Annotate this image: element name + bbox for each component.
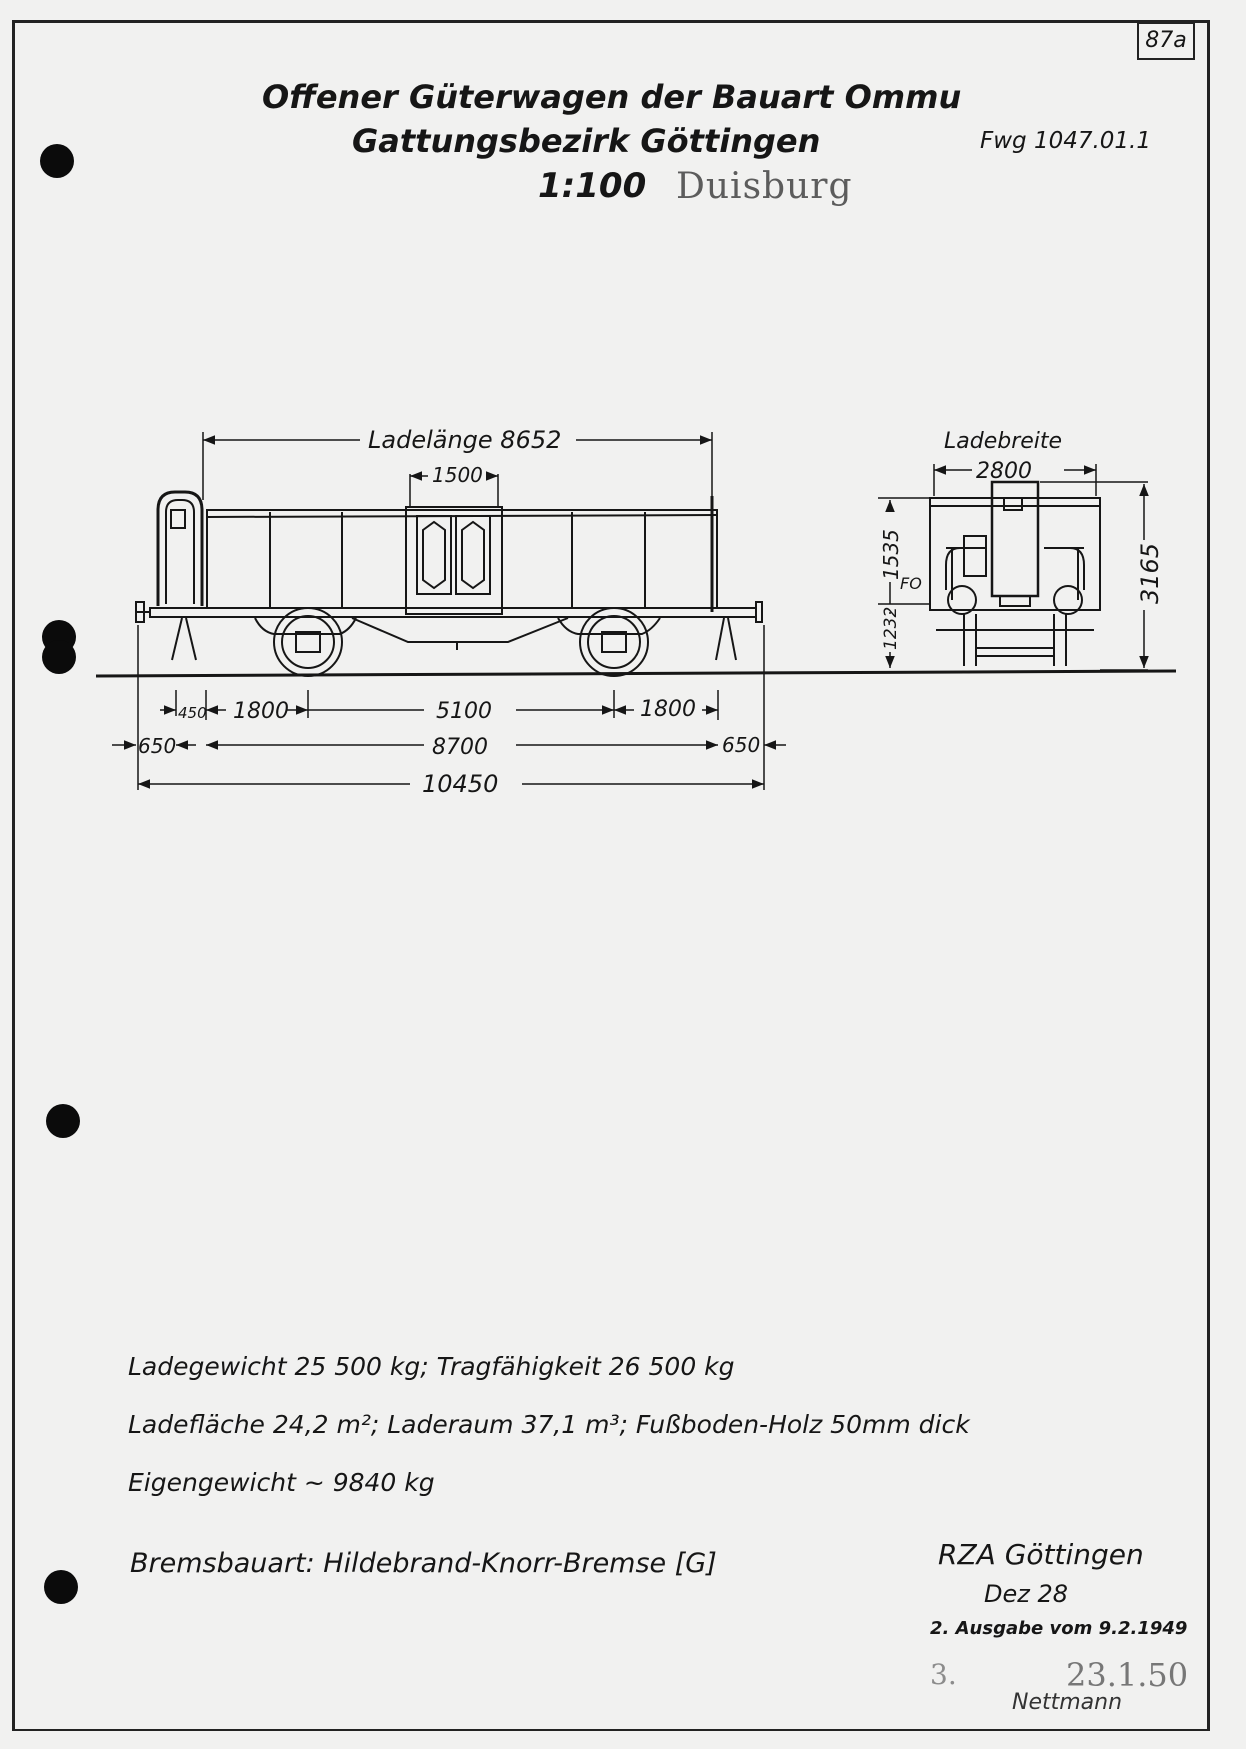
dim-1800-right: 1800 [640,697,696,722]
overall-length-label: 10450 [422,770,499,798]
total-height-label: 3165 [1136,542,1164,604]
edition-3-date: 23.1.50 [1066,1656,1189,1694]
dim-1800-left: 1800 [233,699,289,724]
signature: Nettmann [1012,1690,1123,1715]
title-line-1: Offener Güterwagen der Bauart Ommu [262,78,962,116]
spec-load-weight: Ladegewicht 25 500 kg; Tragfähigkeit 26 500 kg [128,1352,735,1381]
edition-2-note: 2. Ausgabe vom 9.2.1949 [930,1618,1188,1639]
side-view-dimension-labels [138,426,760,798]
technical-drawing [0,0,1246,820]
load-width-value: 2800 [976,459,1032,484]
load-length-label: Ladelänge 8652 [368,426,562,454]
side-view-wagon [136,492,762,676]
spec-load-area: Ladefläche 24,2 m²; Laderaum 37,1 m³; Fußboden-Holz 50mm dick [128,1410,970,1439]
dim-5100: 5100 [436,699,492,724]
spec-brake: Bremsbauart: Hildebrand-Knorr-Bremse [G] [130,1548,717,1579]
floor-mark: FO [900,574,922,593]
rail-line [96,671,1176,676]
dim-650-right: 650 [722,733,761,757]
load-width-title: Ladebreite [944,429,1063,454]
district-stamp: Duisburg [676,166,853,207]
dim-450: 450 [178,704,207,722]
dim-8700: 8700 [432,735,488,760]
drawing-number: Fwg 1047.01.1 [980,128,1152,154]
issue-date: Dez 28 [984,1580,1069,1608]
dim-650-left: 650 [138,734,177,758]
door-width-label: 1500 [432,463,483,487]
sheet-number: 87a [1137,22,1195,60]
floor-to-top-label: 1535 [879,529,903,580]
spec-tare-weight: Eigengewicht ~ 9840 kg [128,1468,435,1497]
end-view-dimension-labels [879,429,1164,650]
punch-hole [46,1104,80,1138]
end-view-wagon [930,482,1100,666]
edition-3-number: 3. [930,1658,957,1691]
issuing-office: RZA Göttingen [938,1538,1144,1571]
title-line-2: Gattungsbezirk Göttingen [352,122,821,160]
height-to-floor-label: 1232 [881,606,901,650]
punch-hole [44,1570,78,1604]
scale-label: 1:100 [538,166,647,206]
end-view-dimension-lines [878,464,1148,670]
